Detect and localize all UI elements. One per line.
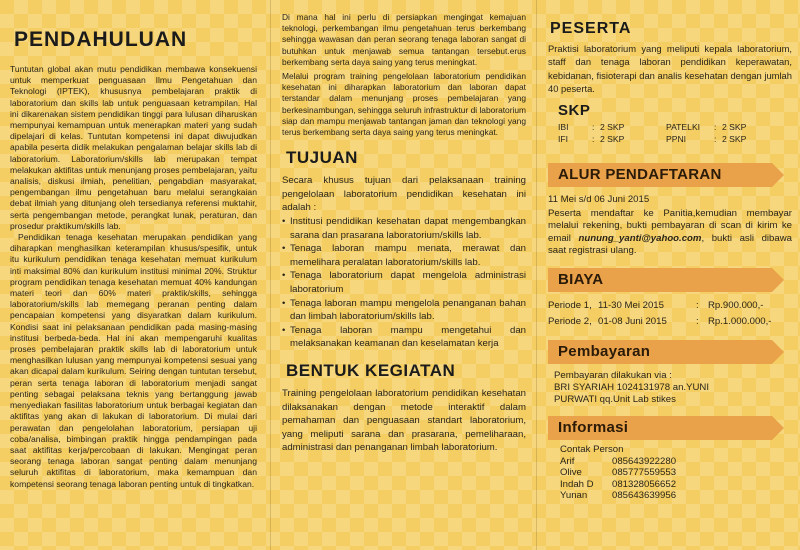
contact-email[interactable]: nunung_yanti@yahoo.com	[578, 232, 702, 244]
pembayaran-line: PURWATI qq.Unit Lab stikes	[554, 394, 676, 405]
skp-value: 2 SKP	[600, 121, 625, 132]
bentuk-kegiatan-title: BENTUK KEGIATAN	[286, 360, 456, 380]
contact-phone: 085777559553	[612, 467, 677, 479]
column-tujuan	[274, 0, 532, 550]
column-info	[540, 0, 800, 550]
contact-name: Yunan	[560, 490, 588, 502]
list-item: • Tenaga laboratorium dapat mengelola administrasi laboratorium	[282, 269, 526, 296]
pendahuluan-title: PENDAHULUAN	[14, 28, 188, 51]
pendahuluan-paragraph-1: Tuntutan global akan mutu pendidikan membawa konsekuensi untuk memperkuat penguasaan Ilmu Pengetahuan dan Teknologi (IPTEK), khususnya pembelajaran praktik di laboratorium dan skills lab untuk penguasaan ketrampilan. Hal ini dikarenakan sistem pendidikan tinggi para lulusan diharuskan mempunyai kemampuan untuk menerapkan materi yang sudah dipelajari di kelas. Tuntutan kompetensi ini dapat diwujudkan apabila peserta didik melakukan pengalaman belajar skills lab di laboratorium. Laboratorium/skills lab merupakan tempat melakukan aktifitas untuk menunjang proses pembelajaran, yaitu analisis, diskusi ilmiah, penelitian, pengabdian masyarakat, pengembangan ilmu pengetahuan baru melalui serangkaian debat ilmiah yang ditunjang oleh tersedianya referensi muktahir, serta pengembangan metode, perangkat lunak, peraturan, dan prosedur praktikum/skills lab.	[10, 64, 257, 231]
skp-table	[548, 121, 792, 147]
skp-org: PATELKI	[666, 121, 701, 132]
alur-pendaftaran-heading: ALUR PENDAFTARAN	[548, 163, 772, 187]
skp-value: 2 SKP	[722, 121, 747, 132]
list-item: • Institusi pendidikan kesehatan dapat mengembangkan sarana dan prasarana laboratorium/skills lab.	[282, 215, 526, 242]
informasi-heading: Informasi	[548, 416, 772, 440]
skp-org: IBI	[558, 121, 569, 132]
column-divider	[270, 0, 271, 550]
tujuan-intro: Secara khusus tujuan dari pelaksanaan training pengelolaan laboratorium pendidikan kesehatan ini adalah :	[282, 175, 526, 214]
contact-row	[560, 490, 676, 502]
skp-value: 2 SKP	[722, 133, 747, 144]
contact-table	[560, 456, 676, 502]
biaya-amount: Rp.1.000.000,-	[708, 316, 772, 327]
skp-row: IFI : 2 SKP	[558, 133, 625, 144]
intro-paragraph-2: Melalui program training pengelolaan laboratorium pendidikan kesehatan ini diharapkan laboratorium dan laboran dapat terstandar dalam menunjang proses pembelajaran yang berkesinambungan, sehingga seluruh infrastruktur di laboratorium siap dan mampu menjawab tantangan jaman dan teknologi yang terus berkembang serta daya saing yang terus meningkat.	[282, 71, 526, 138]
list-item: • Tenaga laboran mampu menata, merawat dan memelihara peralatan laboratorium/skills lab.	[282, 242, 526, 269]
contact-phone: 085643922280	[612, 455, 677, 467]
contact-person-label: Contak Person	[560, 444, 624, 455]
contact-row	[560, 467, 676, 479]
pembayaran-line: BRI SYARIAH 1024131978 an.YUNI	[554, 382, 710, 393]
biaya-row: Periode 1, 11-30 Mei 2015 : Rp.900.000,-	[548, 298, 771, 314]
biaya-amount: Rp.900.000,-	[708, 300, 764, 311]
skp-org: PPNI	[666, 133, 687, 144]
skp-row: PPNI : 2 SKP	[666, 133, 747, 144]
alur-date: 11 Mei s/d 06 Juni 2015	[548, 193, 650, 205]
contact-name: Indah D	[560, 478, 594, 490]
pendahuluan-paragraph-2: Pendidikan tenaga kesehatan merupakan pendidikan yang diharapkan menghasilkan keterampilan khusus/spesifik, untuk itu kurikulum pendidikan tenaga kesehatan memuat kurikulum inti maksimal 80% dan kurikulum institusi minimal 20%. Struktur program pendidikan tenaga kesehatan memuat 40% kandungan materi teori dan 60% materi praktik/skills, sehingga laboratorium/skills lab memegang peranan penting dalam pencapaian kompetensi yang disyaratkan dalam kurikulum. Kondisi saat ini pelaksanaan pendidikan pada masing-masing institusi berbeda-beda. Hal ini akan mempengaruhi kualitas proses pembelajaran praktik skills lab di laboratorium untuk menghasilkan lulusan yang mempunyai kompetensi sesuai yang akan dicapai dalam kurikulum. Seiring dengan tuntutan tersebut, peran serta tenaga laboran di laboratorium menjadi sangat penting sebagai pelaksana teknis yang bertanggung jawab menyediakan fasilitas laboratorium untuk berbagai kegiatan dan aktifitas yang akan di lakukan di laboratorium. Di mulai dari perawatan dan pengelolahan laboratorium, persiapan uji coba/analisa, bimbingan praktik hingga pendampingan pada saat aktifitas kerja/percobaan di lakukan. Mengingat peran seorang tenaga laboran sangat penting dalam menunjang seluruh aktifitas di laboratorium, maka kemampuan dan kompetensi seorang tenaga laboran penting untuk di tingkatkan.	[10, 232, 257, 489]
contact-phone: 085643639956	[612, 490, 677, 502]
contact-row	[560, 456, 676, 468]
biaya-dates: 01-08 Juni 2015	[598, 316, 667, 327]
column-pendahuluan	[0, 0, 267, 550]
skp-value: 2 SKP	[600, 133, 625, 144]
peserta-text: Praktisi laboratorium yang meliputi kepala laboratorium, staff dan tenaga laboran pendidikan keperawatan, kebidanan, fisioterapi dan analis kesehatan dengan jumlah 40 peserta.	[548, 43, 792, 95]
biaya-table	[548, 298, 771, 330]
contact-name: Arif	[560, 455, 575, 467]
informasi-details	[548, 444, 792, 502]
biaya-heading: BIAYA	[548, 268, 772, 292]
skp-org: IFI	[558, 133, 569, 144]
alur-text	[548, 208, 792, 258]
skp-row: IBI : 2 SKP	[558, 121, 625, 132]
bentuk-kegiatan-text: Training pengelolaan laboratorium pendidikan kesehatan dilaksanakan dengan metode interaktif dalam pemahaman dan penguasaan standart laboratorium, yang meliputi sarana dan prasarana, pemeliharaan, administrasi dan penanganan limbah laboratorium.	[282, 387, 526, 454]
alur-instructions: Peserta mendaftar ke Panitia,kemudian membayar melalui rekening, bukti pembayaran di scan di kirim ke email	[548, 207, 792, 244]
intro-paragraph-1: Di mana hal ini perlu di persiapkan mengingat kemajuan teknologi, perkembangan ilmu pengetahuan terus berkembang sehingga wawasan dan peran seorang tenaga laboran sangat di butuhkan untuk menjawab semua tantangan tersebut.erus berkembang serta daya saing yang terus meningkat.	[282, 12, 526, 67]
alur-instructions-end: , bukti asli dibawa saat registrasi ulang.	[548, 232, 792, 257]
biaya-period: Periode 2,	[548, 316, 592, 327]
contact-row	[560, 479, 676, 491]
column-divider	[536, 0, 537, 550]
tujuan-title: TUJUAN	[286, 148, 358, 168]
pembayaran-details	[548, 370, 792, 406]
pembayaran-line: Pembayaran dilakukan via :	[554, 370, 672, 381]
biaya-period: Periode 1,	[548, 300, 592, 311]
pembayaran-heading: Pembayaran	[548, 340, 772, 364]
contact-name: Olive	[560, 467, 582, 479]
biaya-dates: 11-30 Mei 2015	[598, 300, 664, 311]
contact-phone: 081328056652	[612, 478, 677, 490]
list-item: • Tenaga laboran mampu mengetahui dan melaksanakan keamanan dan keselamatan kerja	[282, 324, 526, 351]
skp-row: PATELKI : 2 SKP	[666, 121, 747, 132]
peserta-title: PESERTA	[550, 20, 632, 37]
tujuan-list	[282, 215, 526, 351]
list-item: • Tenaga laboran mampu mengelola penanganan bahan dan limbah laboratorium/skills lab.	[282, 297, 526, 324]
biaya-row: Periode 2, 01-08 Juni 2015 : Rp.1.000.000,-	[548, 314, 771, 330]
skp-title: SKP	[558, 101, 591, 119]
